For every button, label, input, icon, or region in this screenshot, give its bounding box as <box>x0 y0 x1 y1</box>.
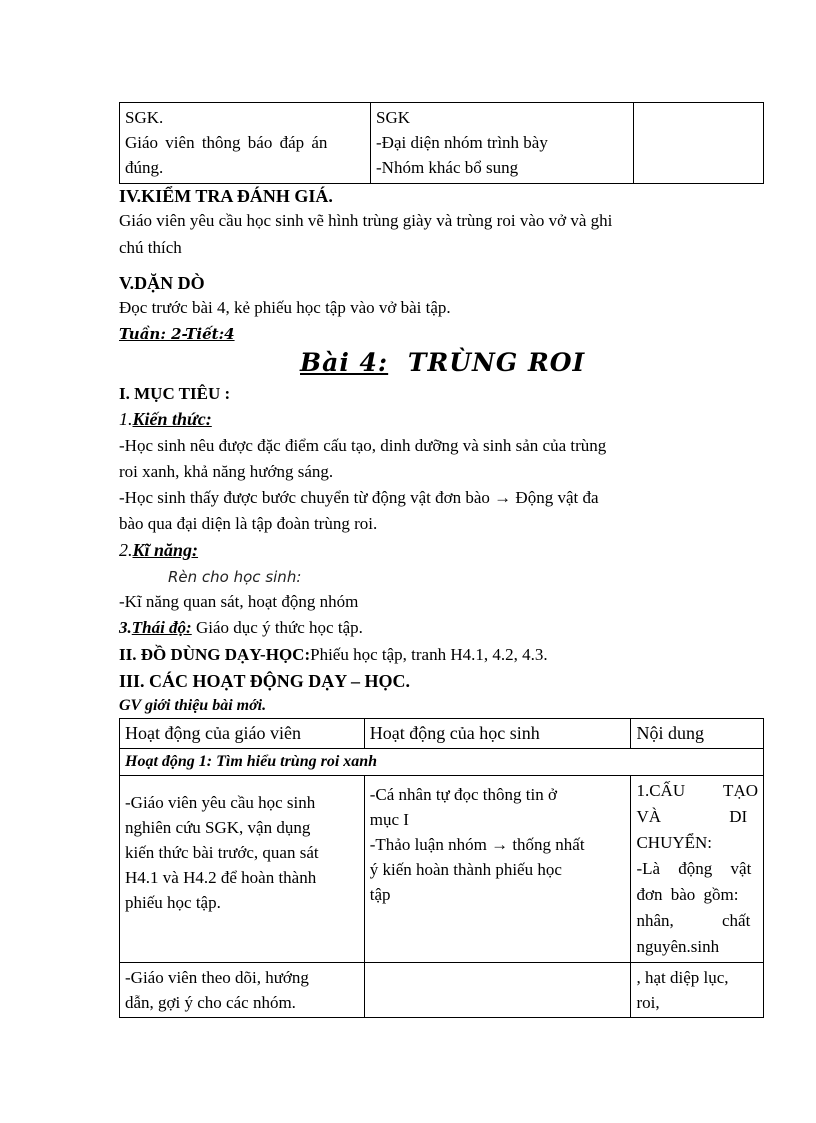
top-col1-line: SGK. <box>125 108 164 127</box>
row1-teacher-line: H4.1 và H4.2 để hoàn thành <box>125 868 317 887</box>
skills-num: 2. <box>119 540 133 560</box>
attitude-line <box>119 618 363 638</box>
row1-content-line: đơn bào gồm: <box>636 885 739 904</box>
lesson-number: Bài 4: <box>300 348 389 377</box>
activity-1-title: Hoạt động 1: Tìm hiểu trùng roi xanh <box>120 749 764 776</box>
row1-content-line: nguyên.sinh <box>636 937 720 956</box>
skills-label: Kĩ năng: <box>132 540 199 560</box>
attitude-num: 3. <box>119 618 132 637</box>
attitude-label: Thái độ: <box>131 618 192 637</box>
top-col2-line: SGK <box>376 108 411 127</box>
row1-teacher-line: nghiên cứu SGK, vận dụng <box>125 818 311 837</box>
knowledge-line: -Học sinh thấy được bước chuyển từ động vật đơn bào → Động vật đa <box>119 488 599 507</box>
skills-heading <box>119 540 198 561</box>
row1-student-line: -Cá nhân tự đọc thông tin ở <box>369 785 557 804</box>
row2-content-line: , hạt diệp lục, <box>636 968 729 987</box>
row2-student <box>364 963 631 1018</box>
row1-content <box>631 776 764 963</box>
table-row <box>120 776 764 963</box>
row1-student-line: ý kiến hoàn thành phiếu học <box>369 860 562 879</box>
row2-content-line: roi, <box>636 993 660 1012</box>
row1-content-line: 1.CẤU TẠO <box>636 781 758 800</box>
top-table-col2 <box>371 103 634 184</box>
materials-text: Phiếu học tập, tranh H4.1, 4.2, 4.3. <box>310 645 548 664</box>
top-col1-line: Giáo viên thông báo đáp án <box>125 133 328 152</box>
section-5-heading: V.DẶN DÒ <box>119 273 205 293</box>
knowledge-label: Kiến thức: <box>132 409 212 429</box>
row1-student <box>364 776 631 963</box>
row1-student-line: tập <box>369 885 391 904</box>
lesson-title <box>300 348 585 377</box>
row2-teacher <box>120 963 365 1018</box>
table-header-row <box>120 719 764 749</box>
materials-label: II. ĐỒ DÙNG DẠY-HỌC: <box>119 645 311 664</box>
lesson-name: TRÙNG ROI <box>407 348 586 377</box>
row1-teacher-line: -Giáo viên yêu cầu học sinh <box>125 793 316 812</box>
top-col2-line: -Đại diện nhóm trình bày <box>376 133 548 152</box>
row1-teacher-line: phiếu học tập. <box>125 893 221 912</box>
activities-intro: GV giới thiệu bài mới. <box>119 697 267 714</box>
row1-content-line: CHUYỂN: <box>636 833 713 852</box>
row1-teacher-line: kiến thức bài trước, quan sát <box>125 843 319 862</box>
row2-content <box>631 963 764 1018</box>
materials-line <box>119 645 548 665</box>
top-table-col1 <box>120 103 371 184</box>
header-student: Hoạt động của học sinh <box>364 719 631 749</box>
section-4-line: Giáo viên yêu cầu học sinh vẽ hình trùng giày và trùng roi vào vở và ghi <box>119 211 613 230</box>
knowledge-num: 1. <box>119 409 133 429</box>
activity-table <box>119 718 764 1018</box>
week-label: Tuần: 2-Tiết:4 <box>119 325 235 343</box>
skills-line: -Kĩ năng quan sát, hoạt động nhóm <box>119 592 359 611</box>
knowledge-line: -Học sinh nêu được đặc điểm cấu tạo, dinh dưỡng và sinh sản của trùng <box>119 436 607 455</box>
row1-content-line: nhân, chất <box>636 911 751 930</box>
knowledge-line: roi xanh, khả năng hướng sáng. <box>119 462 334 481</box>
knowledge-line: bào qua đại diện là tập đoàn trùng roi. <box>119 514 378 533</box>
top-continuation-table <box>119 102 764 184</box>
top-col2-line: -Nhóm khác bổ sung <box>376 158 519 177</box>
skills-sub: Rèn cho học sinh: <box>168 568 302 586</box>
table-row <box>120 963 764 1018</box>
row1-content-line: VÀ DI <box>636 807 748 826</box>
section-4-heading: IV.KIỂM TRA ĐÁNH GIÁ. <box>119 186 333 206</box>
activity-1-row <box>120 749 764 776</box>
header-content: Nội dung <box>631 719 764 749</box>
knowledge-heading <box>119 409 212 430</box>
row1-student-line: -Thảo luận nhóm → thống nhất <box>369 835 585 854</box>
top-table-col3 <box>634 103 764 184</box>
header-teacher: Hoạt động của giáo viên <box>120 719 365 749</box>
activities-heading: III. CÁC HOẠT ĐỘNG DẠY – HỌC. <box>119 671 411 691</box>
section-5-line: Đọc trước bài 4, kẻ phiếu học tập vào vở bài tập. <box>119 298 451 317</box>
row1-teacher <box>120 776 365 963</box>
row2-teacher-line: -Giáo viên theo dõi, hướng <box>125 968 309 987</box>
top-col1-line: đúng. <box>125 158 164 177</box>
section-4-line: chú thích <box>119 238 182 257</box>
row1-content-line: -Là động vật <box>636 859 752 878</box>
attitude-text: Giáo dục ý thức học tập. <box>195 618 363 637</box>
objectives-heading: I. MỤC TIÊU : <box>119 384 231 403</box>
row2-teacher-line: dẫn, gợi ý cho các nhóm. <box>125 993 296 1012</box>
row1-student-line: mục I <box>369 810 409 829</box>
